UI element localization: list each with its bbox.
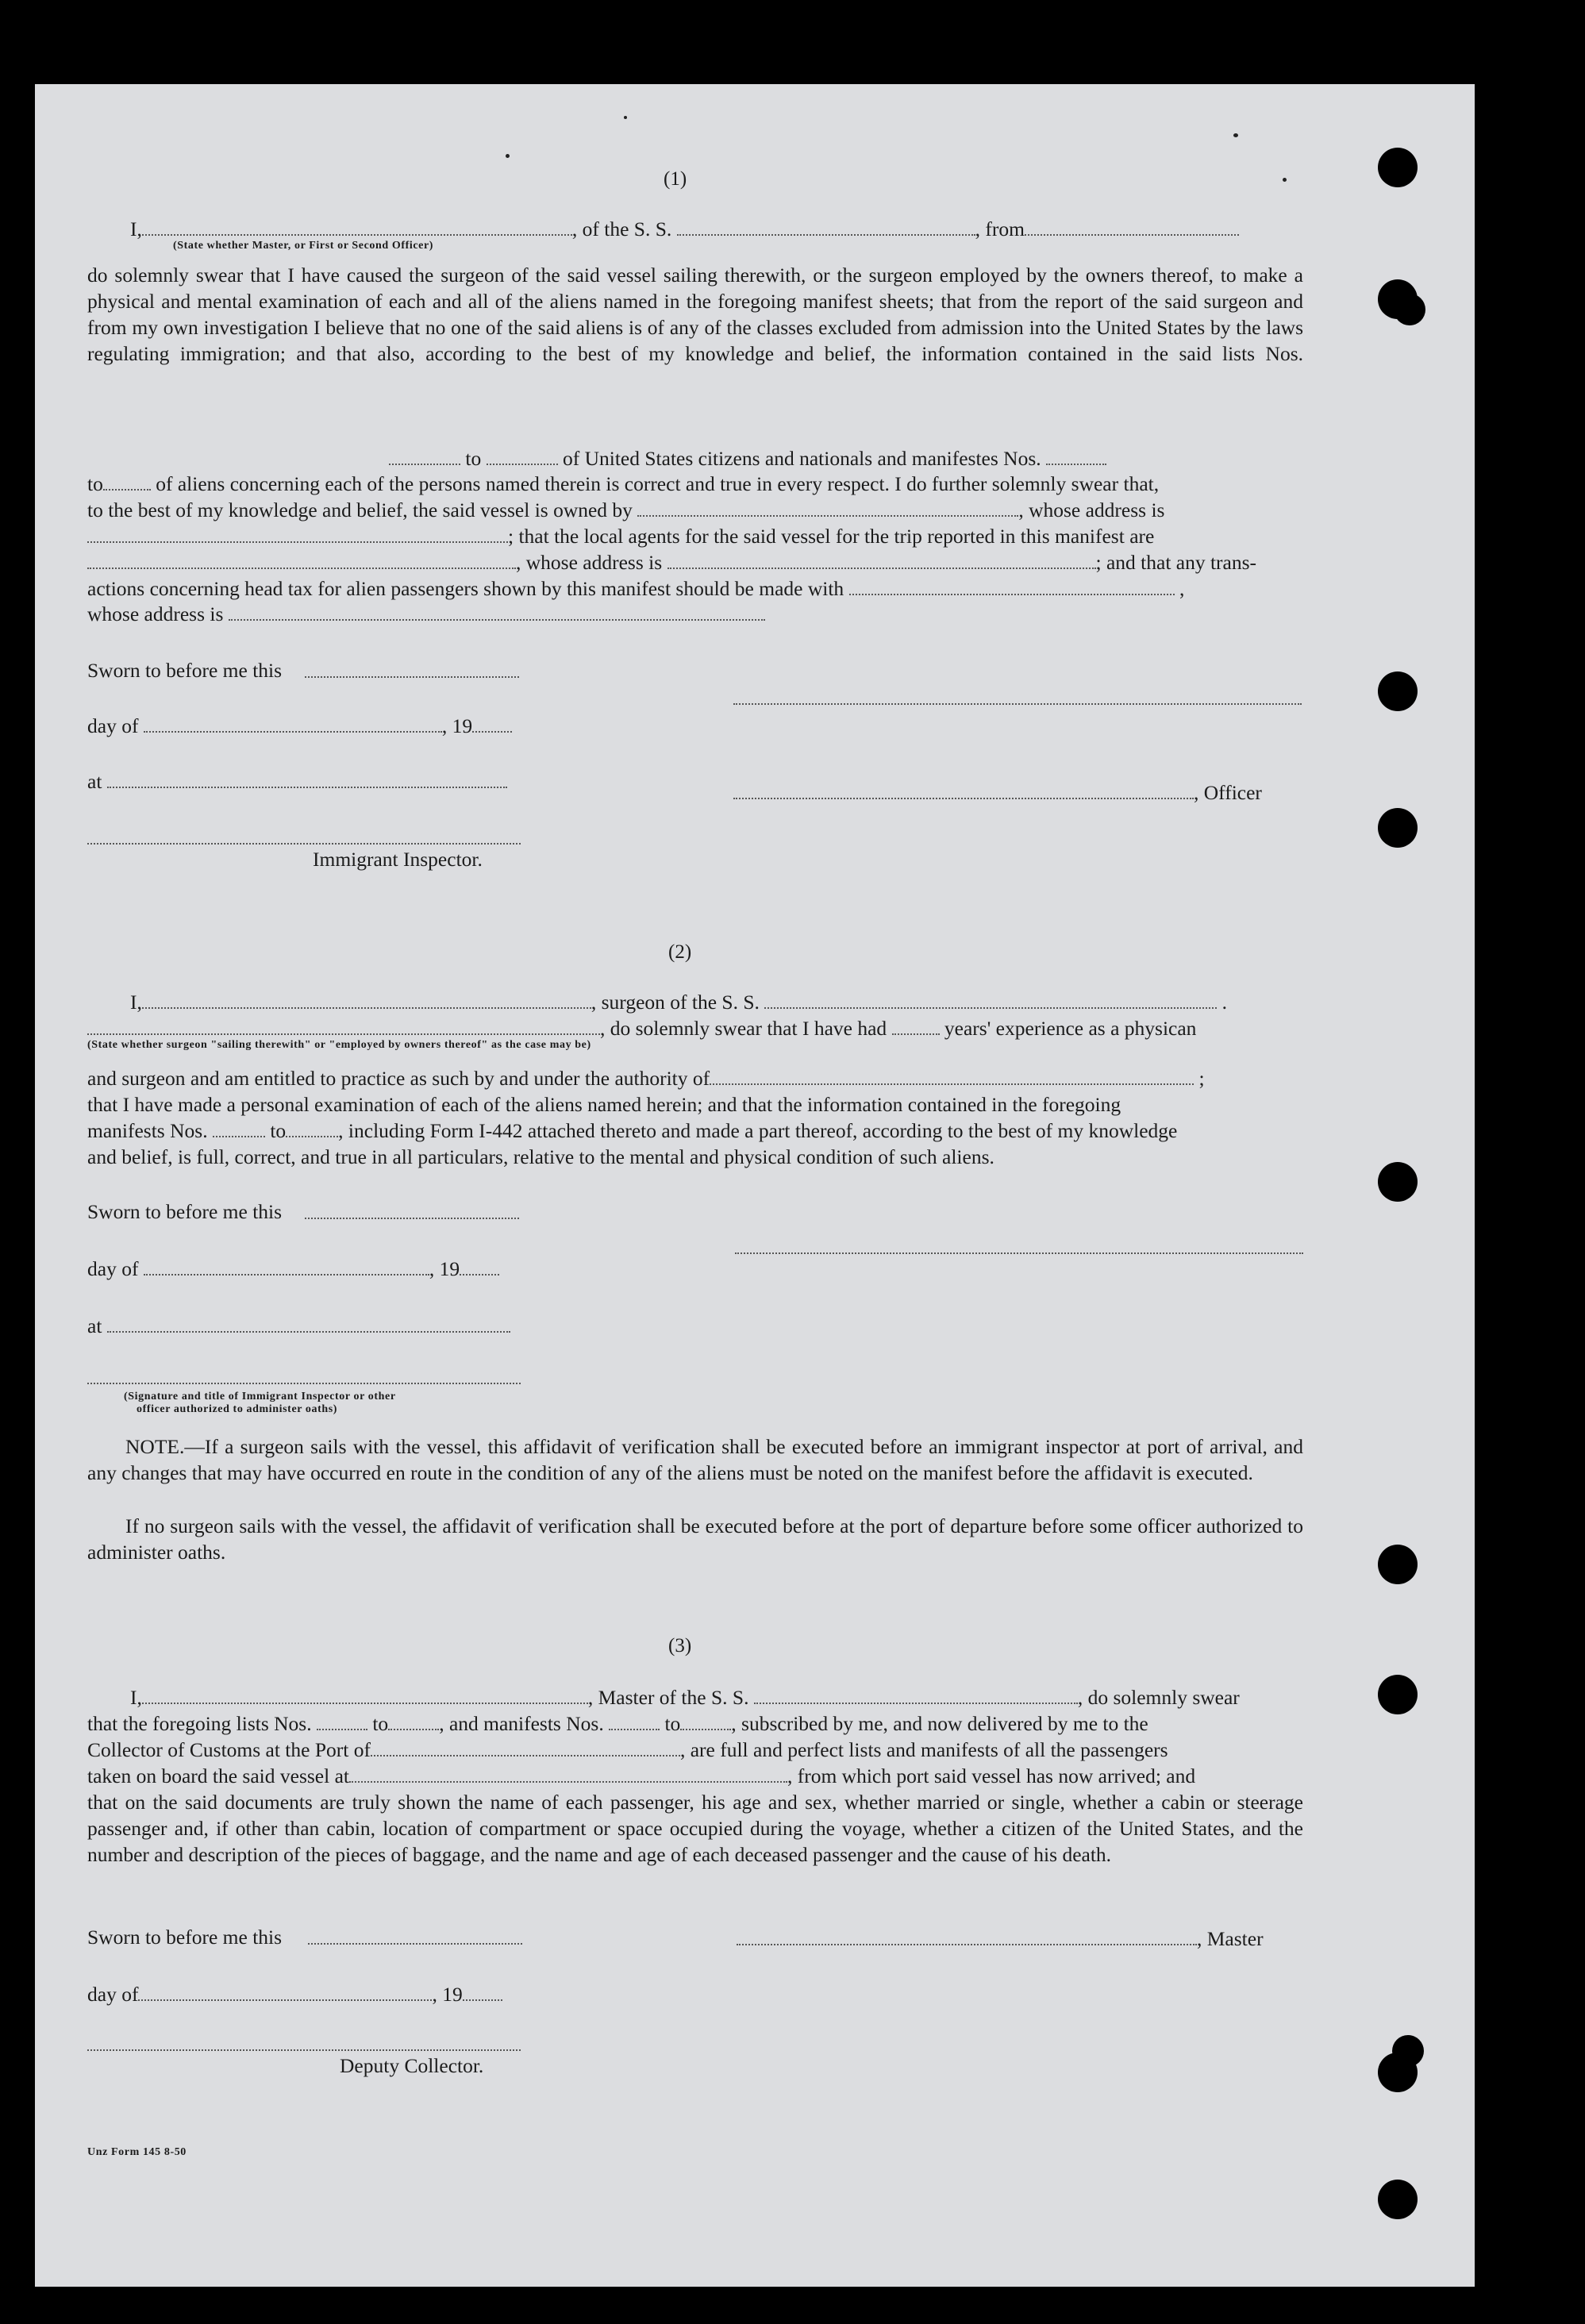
note-text-1: NOTE.—If a surgeon sails with the vessel, this affidavit of verification shall be executed before an immigrant inspector at port of arrival, and any changes that may have occurred en route in the condition of any of the aliens must be noted on the manifest before the affidavit is executed. [87, 1435, 1303, 1484]
s1-officer-line [733, 779, 1262, 806]
s3-i-label: I, [130, 1686, 142, 1709]
s1-address-label: whose address is [87, 602, 224, 625]
form-number: Unz Form 145 8-50 [87, 2146, 187, 2158]
s1-officer-sign-field-1[interactable] [733, 703, 1302, 705]
s3-manifests-to-field[interactable] [680, 1711, 731, 1730]
s3-master-sign-label: , Master [1197, 1927, 1264, 1950]
s1-at-label: at [87, 770, 102, 793]
s2-day-field[interactable] [144, 1256, 429, 1276]
s2-sworn-date-field[interactable] [305, 1218, 519, 1219]
s2-sworn-label: Sworn to before me this [87, 1200, 283, 1223]
master-name-field[interactable] [142, 1685, 588, 1704]
s3-manifests-from-field[interactable] [609, 1711, 660, 1730]
note-text-2: If no surgeon sails with the vessel, the affidavit of verification shall be executed before at the port of departure before some officer authorized to administer oaths. [87, 1514, 1303, 1564]
s2-sig-note-2: officer authorized to administer oaths) [137, 1403, 338, 1415]
s3-subscribed-text: , subscribed by me, and now delivered by me to the [731, 1712, 1148, 1735]
s3-collector-label: Collector of Customs at the Port of [87, 1738, 371, 1761]
s1-aliens-text: of aliens concerning each of the persons named therein is correct and true in every respect. I do further solemnly swear that, [156, 472, 1160, 495]
s1-to-label: to [465, 447, 482, 470]
s2-authority-text: and surgeon and am entitled to practice as such by and under the authority of [87, 1067, 710, 1090]
surgeon-name-field[interactable] [142, 990, 591, 1009]
s1-citizens-text: of United States citizens and nationals and manifestes Nos. [562, 447, 1041, 470]
punch-hole [1378, 1675, 1418, 1714]
s3-year-label: , 19 [432, 1983, 463, 2006]
s1-line-agents [87, 523, 1310, 549]
s1-line-owned [87, 497, 1310, 523]
s2-day-line [87, 1256, 499, 1282]
s1-at-line [87, 768, 507, 795]
s3-lists-to-field[interactable] [388, 1711, 439, 1730]
s2-examination-line: that I have made a personal examination of each of the aliens named herein; and that the information contained in the foregoing [87, 1093, 1121, 1116]
s2-surgeon-status-field[interactable] [87, 1016, 600, 1035]
s1-year-label: , 19 [441, 714, 473, 737]
s3-line2 [87, 1710, 1148, 1737]
s2-line2 [87, 1015, 1196, 1041]
s2-inspector-sign-field[interactable] [87, 1383, 521, 1384]
manifests-to-field[interactable] [103, 471, 151, 491]
s2-manifests-to-field[interactable] [286, 1118, 338, 1137]
s2-surgeon-sign-field[interactable] [735, 1252, 1303, 1254]
s2-sig-note-1: (Signature and title of Immigrant Inspector or other [124, 1391, 396, 1402]
s3-manifests-label: , and manifests Nos. [439, 1712, 604, 1735]
s1-lists-line [381, 445, 1106, 471]
s1-agents-text: ; that the local agents for the said vessel for the trip reported in this manifest are [508, 525, 1155, 548]
s1-day-field[interactable] [144, 714, 442, 733]
s2-at-field[interactable] [107, 1314, 510, 1333]
headtax-address-field[interactable] [229, 602, 765, 621]
s1-officer-sign-field-2[interactable] [733, 780, 1194, 799]
s2-line1: I, , surgeon of the S. S. . [130, 991, 1228, 1014]
s2-i-label: I, [130, 991, 142, 1014]
manifests-from-field[interactable] [1046, 446, 1106, 465]
s1-day-line [87, 713, 512, 739]
s1-line1 [130, 216, 1239, 242]
s3-swear-text: , do solemnly swear [1077, 1686, 1240, 1709]
s3-master-label: , Master of the S. S. [587, 1686, 749, 1709]
s3-line1 [130, 1684, 1240, 1710]
s1-i-label: I, [130, 217, 142, 240]
vessel-name-field[interactable] [677, 217, 975, 236]
s2-year-field[interactable] [460, 1256, 499, 1276]
s1-line-address [87, 601, 1310, 627]
s1-to2-label: to [87, 472, 103, 495]
lists-from-field[interactable] [389, 446, 460, 465]
speck [624, 116, 627, 119]
s1-sworn-label: Sworn to before me this [87, 659, 283, 682]
s3-collector-sign-field[interactable] [87, 2049, 521, 2051]
years-experience-field[interactable] [892, 1016, 940, 1035]
s3-to-label: to [372, 1712, 389, 1735]
s1-headtax-text: actions concerning head tax for alien passengers shown by this manifest should be made with [87, 577, 844, 600]
s2-belief-line: and belief, is full, correct, and true in all particulars, relative to the mental and physical condition of such aliens. [87, 1145, 994, 1168]
authority-field[interactable] [710, 1066, 1194, 1085]
s3-paragraph: that on the said documents are truly shown the name of each passenger, his age and sex, whether married or single, whether a cabin or steerage passenger and, if other than cabin, location of compartment or space occupied during the voyage, whether a citizen of the United States, and the number and description of the pieces of baggage, and the name and age of each deceased passenger and the cause of his death. [87, 1791, 1303, 1866]
s2-day-of-label: day of [87, 1257, 139, 1280]
s1-year-field[interactable] [472, 714, 512, 733]
s2-form-text: , including Form I-442 attached thereto and made a part thereof, according to the best of my knowledge [338, 1119, 1178, 1142]
punch-hole [1394, 294, 1425, 325]
speck [1283, 178, 1287, 182]
s3-day-of-label: day of [87, 1983, 139, 2006]
form-page [35, 84, 1475, 2287]
s1-inspector-label: Immigrant Inspector. [313, 848, 483, 871]
note-paragraph-1 [87, 1433, 1303, 1486]
s2-surgeon-label: , surgeon of the S. S. [591, 991, 760, 1014]
punch-hole [1378, 2053, 1418, 2092]
s1-from-label: , from [975, 217, 1025, 240]
owner-field[interactable] [637, 498, 1018, 517]
officer-name-field[interactable] [142, 217, 572, 236]
s3-sworn-date-field[interactable] [308, 1943, 522, 1945]
agents-field[interactable] [87, 550, 516, 569]
s1-inspector-sign-field[interactable] [87, 843, 521, 845]
s1-officer-label: , Officer [1194, 781, 1262, 804]
s3-collector-label: Deputy Collector. [340, 2054, 484, 2077]
s3-day-line [87, 1981, 502, 2007]
from-port-field[interactable] [1025, 217, 1239, 236]
s3-sworn-label: Sworn to before me this [87, 1926, 283, 1949]
punch-hole [1378, 671, 1418, 711]
s2-authority-line: and surgeon and am entitled to practice as such by and under the authority of ; [87, 1067, 1205, 1090]
s1-day-of-label: day of [87, 714, 139, 737]
punch-hole [1378, 148, 1418, 187]
punch-hole [1378, 808, 1418, 848]
s3-master-line [737, 1926, 1264, 1952]
s3-full-lists-text: , are full and perfect lists and manifests of all the passengers [679, 1738, 1168, 1761]
s3-taken-label: taken on board the said vessel at [87, 1764, 349, 1787]
s2-swear-text: , do solemnly swear that I have had [600, 1017, 887, 1040]
owner-address-field[interactable] [87, 524, 508, 543]
section-3-number: (3) [668, 1635, 692, 1656]
s2-to-label: to [270, 1119, 287, 1142]
s3-arrived-text: , from which port said vessel has now arrived; and [787, 1764, 1196, 1787]
s3-line4 [87, 1763, 1195, 1789]
s2-vessel-field[interactable] [764, 990, 1217, 1009]
agent-address-field[interactable] [667, 550, 1096, 569]
note-paragraph-2 [87, 1513, 1303, 1565]
s2-at-line [87, 1313, 510, 1339]
s1-officer-note: (State whether Master, or First or Second Officer) [173, 240, 434, 252]
s3-vessel-field[interactable] [754, 1685, 1078, 1704]
s2-at-label: at [87, 1314, 102, 1337]
s1-transactions-text: ; and that any trans- [1095, 551, 1257, 574]
s1-line-agent-address [87, 549, 1310, 575]
speck [1233, 133, 1238, 137]
s1-of-ss-label: , of the S. S. [571, 217, 672, 240]
port-field[interactable] [371, 1737, 680, 1756]
punch-hole [1378, 1545, 1418, 1584]
s3-to2-label: to [664, 1712, 681, 1735]
s3-lists-from-field[interactable] [317, 1711, 367, 1730]
s2-surgeon-note: (State whether surgeon "sailing therewith" or "employed by owners thereof" as the case may be) [87, 1039, 591, 1051]
s1-paragraph: do solemnly swear that I have caused the surgeon of the said vessel sailing therewith, or the surgeon employed by the owners thereof, to make a physical and mental examination of each and all of the aliens named in the foregoing manifest sheets; that from the report of the said surgeon and from my own investigation I believe that no one of the said aliens is of any of the classes excluded from admission into the United States by the laws regulating immigration; and that also, according to the best of my knowledge and belief, the information contained in the said lists Nos. [87, 264, 1303, 365]
speck [506, 154, 510, 158]
lists-to-field[interactable] [487, 446, 558, 465]
s1-owned-text: to the best of my knowledge and belief, the said vessel is owned by [87, 498, 633, 521]
section-2-number: (2) [668, 941, 692, 963]
s2-manifests-from-field[interactable] [213, 1118, 265, 1137]
punch-hole [1378, 2180, 1418, 2219]
s2-manifests-line [87, 1118, 1177, 1144]
s1-owner-address-label: , whose address is [1018, 498, 1165, 521]
section-1-number: (1) [664, 168, 687, 190]
s3-day-field[interactable] [138, 1982, 432, 2001]
s1-at-field[interactable] [107, 769, 507, 788]
embark-port-field[interactable] [349, 1764, 787, 1783]
s2-manifests-label: manifests Nos. [87, 1119, 208, 1142]
s1-line-aliens [87, 471, 1310, 497]
s2-year-label: , 19 [429, 1257, 460, 1280]
s2-years-text: years' experience as a physican [944, 1017, 1197, 1040]
s1-agent-address-label: , whose address is [516, 551, 663, 574]
s1-line-headtax: actions concerning head tax for alien passengers shown by this manifest should be made with , [87, 575, 1310, 602]
headtax-contact-field[interactable] [849, 576, 1175, 595]
punch-hole [1378, 1162, 1418, 1202]
s1-sworn-date-field[interactable] [305, 676, 519, 678]
s3-master-sign-field[interactable] [737, 1926, 1197, 1945]
s3-lists-label: that the foregoing lists Nos. [87, 1712, 312, 1735]
s3-year-field[interactable] [463, 1982, 502, 2001]
s3-line3 [87, 1737, 1168, 1763]
